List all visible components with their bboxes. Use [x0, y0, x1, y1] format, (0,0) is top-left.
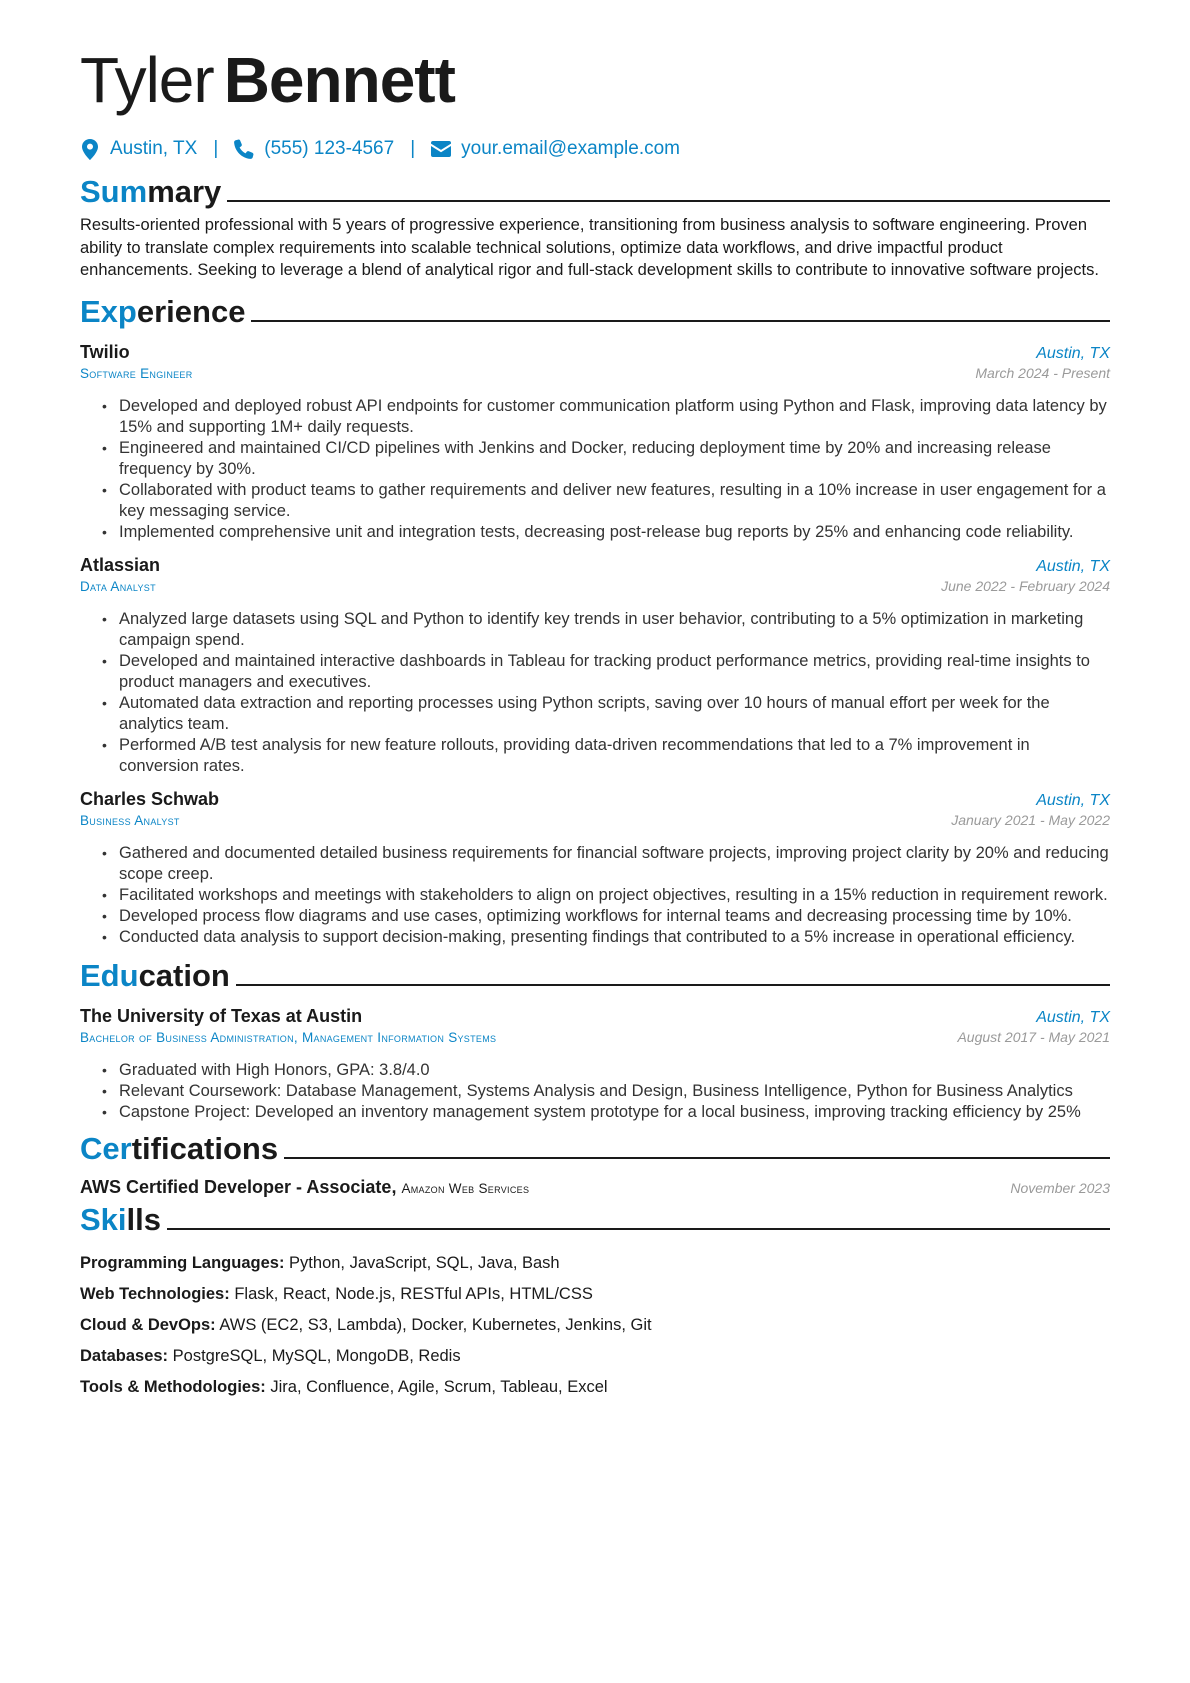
skill-row: Databases: PostgreSQL, MySQL, MongoDB, Redis — [80, 1346, 461, 1365]
contact-email[interactable] — [431, 138, 680, 160]
list-item: • Relevant Coursework: Database Management, Systems Analysis and Design, Business Intelligence, Python for Business Analytics — [102, 1081, 1110, 1102]
last-name: Bennett — [223, 44, 455, 116]
experience-entry — [80, 340, 1110, 543]
skill-row: Cloud & DevOps: AWS (EC2, S3, Lambda), Docker, Kubernetes, Jenkins, Git — [80, 1315, 652, 1334]
list-item: • Collaborated with product teams to gather requirements and deliver new features, resulting in a 10% increase in user engagement for a key messaging service. — [102, 480, 1110, 522]
list-item: • Conducted data analysis to support decision-making, presenting findings that contributed to a 5% increase in operational efficiency. — [102, 927, 1110, 948]
education-dates: August 2017 - May 2021 — [957, 1028, 1110, 1045]
section-title: Summary — [80, 174, 222, 209]
summary-heading — [80, 166, 1110, 210]
education-details-list — [102, 1060, 1110, 1123]
skill-row: Programming Languages: Python, JavaScript, SQL, Java, Bash — [80, 1253, 560, 1272]
list-item: • Implemented comprehensive unit and integration tests, decreasing post-release bug reports by 25% and enhancing code reliability. — [102, 522, 1110, 543]
section-rule — [236, 984, 1110, 986]
envelope-icon — [431, 138, 451, 160]
job-location: Austin, TX — [1036, 791, 1110, 809]
job-location: Austin, TX — [1036, 344, 1110, 362]
section-rule — [251, 320, 1110, 322]
list-item: • Engineered and maintained CI/CD pipelines with Jenkins and Docker, reducing deployment time by 20% and increasing release frequency by 30%. — [102, 438, 1110, 480]
job-dates: June 2022 - February 2024 — [941, 577, 1110, 594]
list-item: • Gathered and documented detailed business requirements for financial software projects, improving project clarity by 20% and reducing scope creep. — [102, 843, 1110, 885]
map-pin-icon — [80, 138, 100, 160]
experience-entry — [80, 787, 1110, 948]
company-name: Atlassian — [80, 554, 161, 575]
experience-heading — [80, 286, 1110, 330]
job-title: Business Analyst — [80, 812, 180, 828]
school-name: The University of Texas at Austin — [80, 1005, 363, 1026]
section-rule — [284, 1157, 1110, 1159]
list-item: • Capstone Project: Developed an inventory management system prototype for a local business, improving tracking efficiency by 25% — [102, 1102, 1110, 1123]
certifications-heading — [80, 1123, 1110, 1167]
email-link: your.email@example.com — [461, 138, 680, 159]
section-title: Experience — [80, 293, 246, 329]
contact-separator: | — [410, 138, 416, 159]
contact-phone[interactable] — [234, 138, 394, 160]
section-title: Skills — [80, 1201, 161, 1237]
experience-entry — [80, 553, 1110, 777]
certification-item: AWS Certified Developer - Associate, Amazon Web Services November 2023 — [80, 1176, 1110, 1197]
list-item: • Facilitated workshops and meetings with stakeholders to align on project objectives, resulting in a 15% reduction in requirement rework. — [102, 885, 1110, 906]
skill-row: Tools & Methodologies: Jira, Confluence, Agile, Scrum, Tableau, Excel — [80, 1377, 608, 1396]
skills-list — [80, 1248, 1110, 1403]
list-item: • Developed and deployed robust API endpoints for customer communication platform using Python and Flask, improving data latency by 15% and supporting 1M+ daily requests. — [102, 396, 1110, 438]
candidate-name — [80, 38, 1110, 122]
skill-row: Web Technologies: Flask, React, Node.js, RESTful APIs, HTML/CSS — [80, 1284, 593, 1303]
summary-text: Results-oriented professional with 5 years of progressive experience, transitioning from business analysis to software engineering. Proven ability to translate complex requirements into scalable technical solutions, optimize data workflows, and drive impactful product enhancements. Seeking to leverage a blend of analytical rigor and full-stack development skills to contribute to innovative software projects. — [80, 216, 1099, 279]
section-title: Certifications — [80, 1130, 279, 1166]
job-location: Austin, TX — [1036, 557, 1110, 575]
education-heading — [80, 950, 1110, 994]
job-title: Software Engineer — [80, 365, 193, 381]
contact-location[interactable] — [80, 138, 197, 160]
job-dates: January 2021 - May 2022 — [951, 811, 1110, 828]
achievement-list — [102, 609, 1110, 777]
list-item: • Developed and maintained interactive dashboards in Tableau for tracking product performance metrics, providing real-time insights to product managers and executives. — [102, 651, 1110, 693]
job-title: Data Analyst — [80, 578, 156, 594]
company-name: Twilio — [80, 341, 130, 362]
achievement-list — [102, 396, 1110, 543]
skills-heading — [80, 1194, 1110, 1238]
achievement-list — [102, 843, 1110, 948]
phone-icon — [234, 138, 254, 160]
location-text: Austin, TX — [110, 138, 198, 159]
list-item: • Developed process flow diagrams and use cases, optimizing workflows for internal teams and decreasing processing time by 10%. — [102, 906, 1110, 927]
contact-bar — [80, 134, 1110, 164]
certification-name: AWS Certified Developer - Associate — [80, 1176, 392, 1197]
job-dates: March 2024 - Present — [975, 364, 1110, 381]
list-item: • Performed A/B test analysis for new feature rollouts, providing data-driven recommendations that led to a 7% improvement in conversion rates. — [102, 735, 1110, 777]
section-rule — [227, 200, 1110, 202]
company-name: Charles Schwab — [80, 788, 220, 809]
education-entry — [80, 1004, 1110, 1123]
phone-text: (555) 123-4567 — [264, 138, 395, 159]
first-name: Tyler — [80, 44, 214, 116]
certification-date: November 2023 — [1010, 1179, 1110, 1196]
degree: Bachelor of Business Administration, Management Information Systems — [80, 1029, 497, 1045]
section-title: Education — [80, 957, 230, 993]
section-rule — [167, 1228, 1110, 1230]
list-item: • Automated data extraction and reporting processes using Python scripts, saving over 10 hours of manual effort per week for the analytics team. — [102, 693, 1110, 735]
list-item: • Analyzed large datasets using SQL and Python to identify key trends in user behavior, contributing to a 5% optimization in marketing campaign spend. — [102, 609, 1110, 651]
certification-issuer: Amazon Web Services — [401, 1180, 530, 1196]
contact-separator: | — [213, 138, 219, 159]
list-item: • Graduated with High Honors, GPA: 3.8/4.0 — [102, 1060, 1110, 1081]
school-location: Austin, TX — [1036, 1008, 1110, 1026]
